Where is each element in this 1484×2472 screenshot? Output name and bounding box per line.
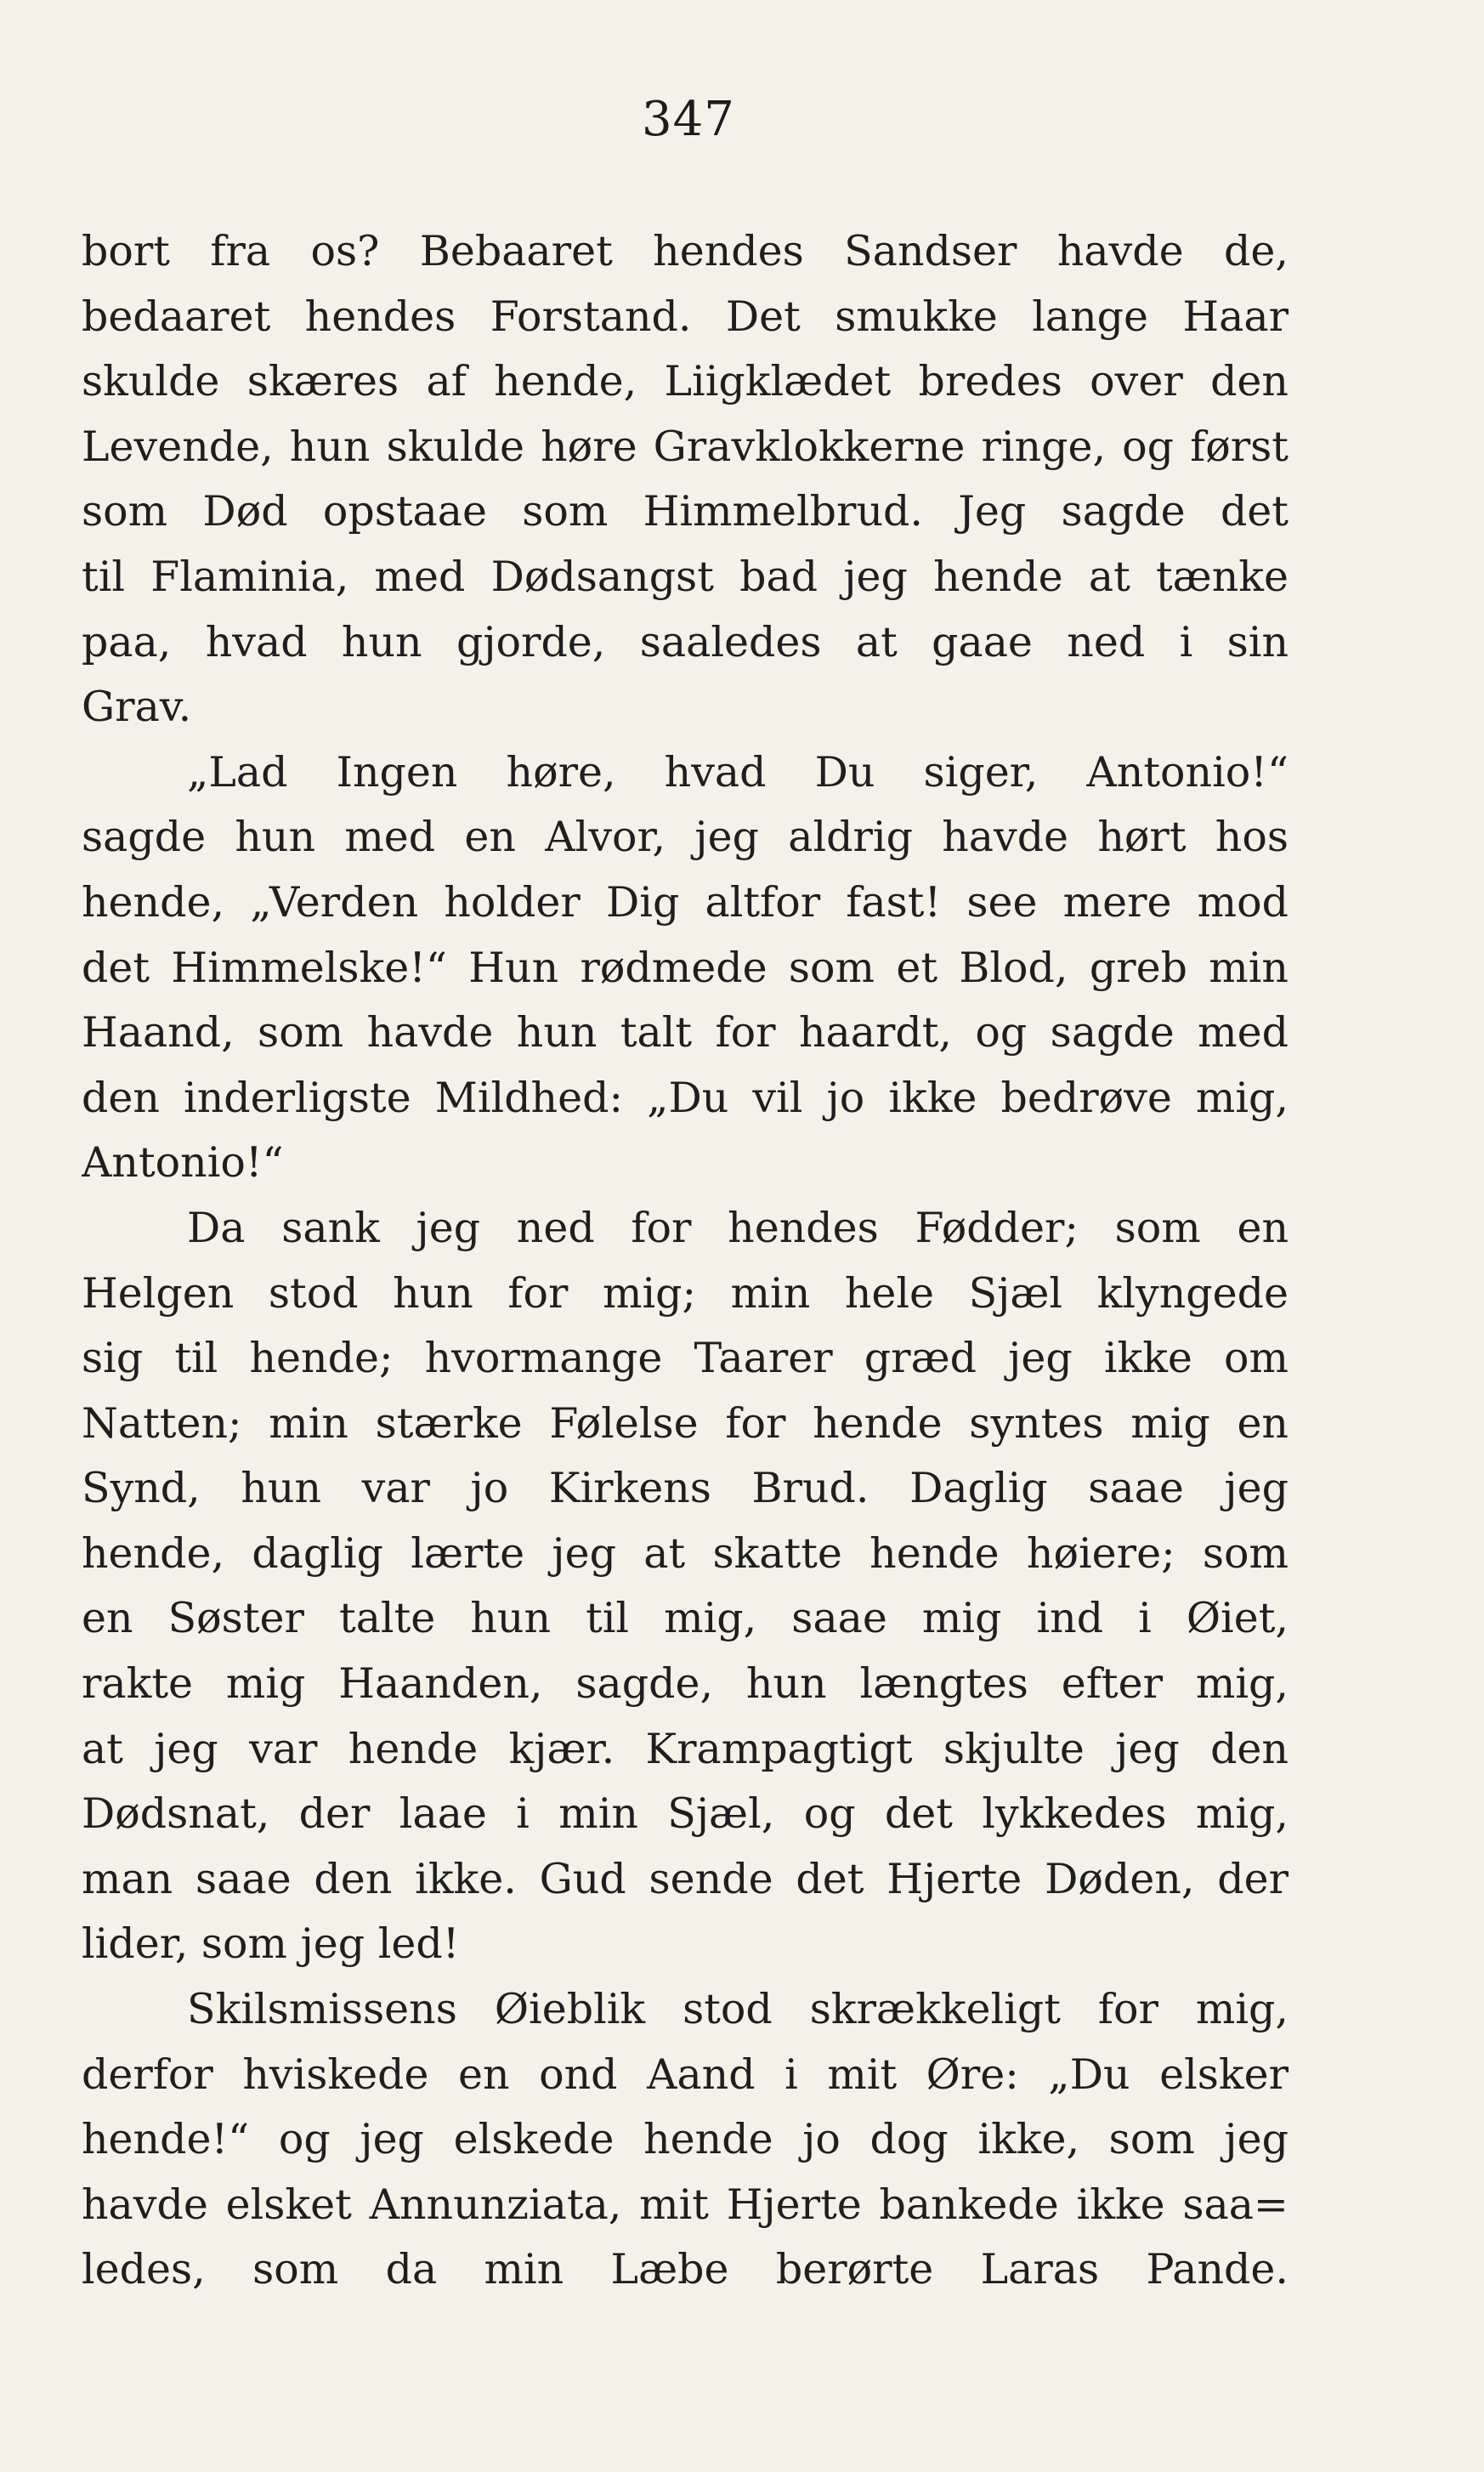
text-line: at jeg var hende kjær. Krampagtigt skjulte jeg den <box>82 1724 1289 1773</box>
text-line: havde elsket Annunziata, mit Hjerte bankede ikke saa= <box>82 2180 1289 2229</box>
text-line: til Flaminia, med Dødsangst bad jeg hende at tænke <box>82 552 1289 601</box>
text-line: Dødsnat, der laae i min Sjæl, og det lykkedes mig, <box>82 1789 1289 1839</box>
text-line: Skilsmissens Øieblik stod skrækkeligt for mig, <box>187 1985 1289 2034</box>
body-text <box>82 219 1289 2303</box>
text-line: Grav. <box>82 683 192 732</box>
text-line: den inderligste Mildhed: „Du vil jo ikke bedrøve mig, <box>82 1073 1289 1122</box>
text-line: Antonio!“ <box>82 1138 284 1188</box>
text-line: sagde hun med en Alvor, jeg aldrig havde hørt hos <box>82 813 1289 862</box>
text-line: bort fra os? Bebaaret hendes Sandser havde de, <box>82 227 1289 275</box>
text-line: det Himmelske!“ Hun rødmede som et Blod, greb min <box>82 943 1289 992</box>
text-line: Synd, hun var jo Kirkens Brud. Daglig saae jeg <box>82 1464 1289 1513</box>
text-line: som Død opstaae som Himmelbrud. Jeg sagde det <box>82 487 1289 536</box>
text-line: lider, som jeg led! <box>82 1919 460 1969</box>
text-line: Haand, som havde hun talt for haardt, og sagde med <box>82 1008 1289 1057</box>
text-line: skulde skæres af hende, Liigklædet bredes over den <box>82 357 1289 406</box>
text-line: Da sank jeg ned for hendes Fødder; som en <box>187 1203 1289 1252</box>
text-line: ledes, som da min Læbe berørte Laras Pande. <box>82 2245 1289 2294</box>
text-line: derfor hviskede en ond Aand i mit Øre: „Du elsker <box>82 2050 1289 2099</box>
text-line: Helgen stod hun for mig; min hele Sjæl klyngede <box>82 1268 1289 1318</box>
text-line: hende!“ og jeg elskede hende jo dog ikke, som jeg <box>82 2115 1289 2164</box>
text-line: rakte mig Haanden, sagde, hun længtes efter mig, <box>82 1659 1289 1709</box>
text-line: man saae den ikke. Gud sende det Hjerte Døden, der <box>82 1854 1289 1903</box>
text-line: Levende, hun skulde høre Gravklokkerne ringe, og først <box>82 422 1289 471</box>
text-line: hende, daglig lærte jeg at skatte hende høiere; som <box>82 1528 1289 1578</box>
text-line: Natten; min stærke Følelse for hende syntes mig en <box>82 1398 1289 1448</box>
text-line: hende, „Verden holder Dig altfor fast! see mere mod <box>82 877 1289 927</box>
text-line: en Søster talte hun til mig, saae mig ind i Øiet, <box>82 1594 1289 1643</box>
text-line: paa, hvad hun gjorde, saaledes at gaae ned i sin <box>82 617 1289 666</box>
text-line: „Lad Ingen høre, hvad Du siger, Antonio!“ <box>187 747 1289 797</box>
text-line: sig til hende; hvormange Taarer græd jeg ikke om <box>82 1334 1289 1383</box>
text-line: bedaaret hendes Forstand. Det smukke lange Haar <box>82 292 1289 341</box>
page-number: 347 <box>642 92 735 147</box>
